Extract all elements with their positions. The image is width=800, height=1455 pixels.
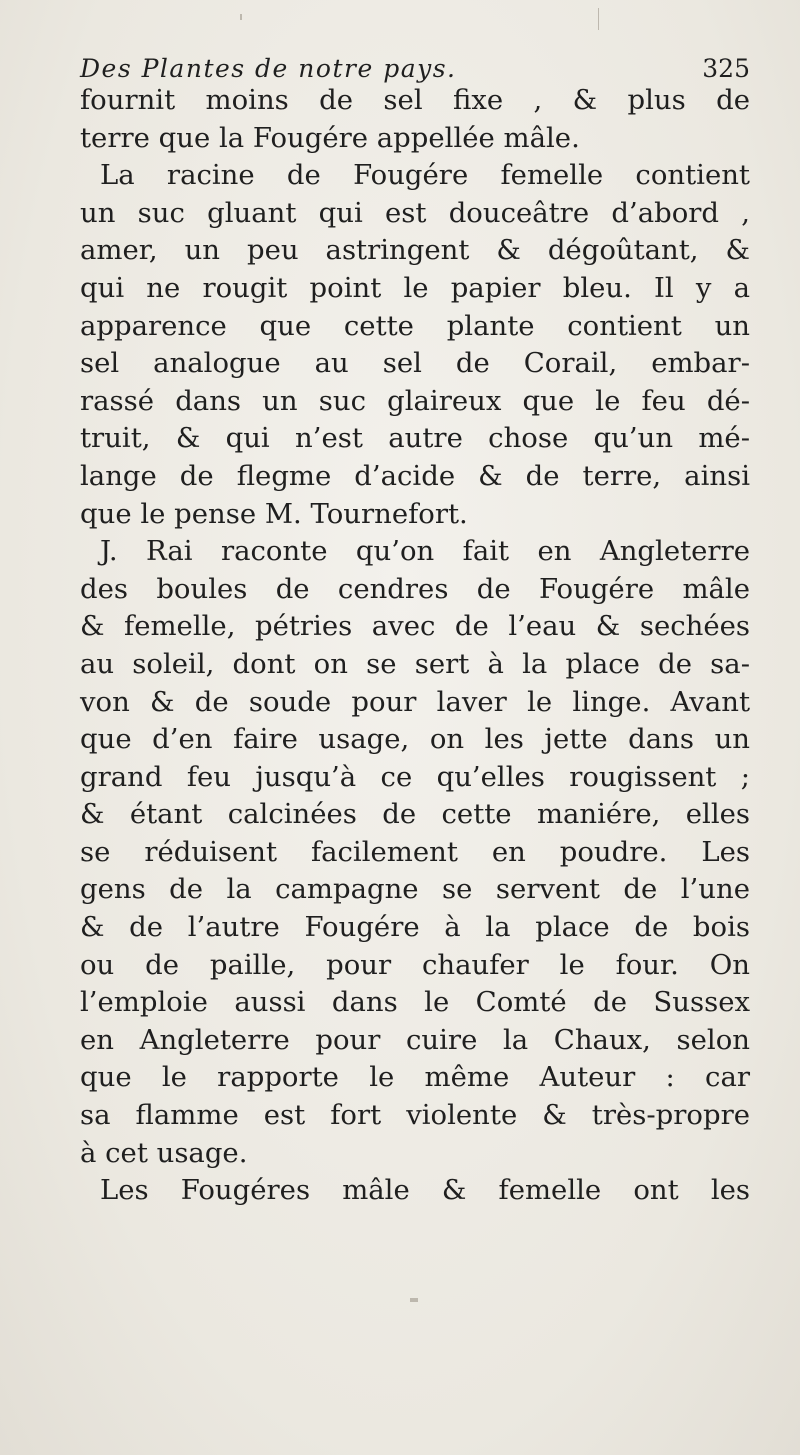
text-line: rassé dans un suc glaireux que le feu dé- <box>80 384 750 417</box>
text-line: truit, & qui n’est autre chose qu’un mé- <box>80 422 750 455</box>
text-line: & de l’autre Fougére à la place de bois <box>80 911 750 944</box>
text-line: apparence que cette plante contient un <box>80 309 750 342</box>
text-line: se réduisent facilement en poudre. Les <box>80 835 750 868</box>
running-title: Des Plantes de notre pays. <box>80 54 457 83</box>
text-line: l’emploie aussi dans le Comté de Sussex <box>80 986 750 1019</box>
text-line: en Angleterre pour cuire la Chaux, selon <box>80 1023 750 1056</box>
text-line: La racine de Fougére femelle contient <box>100 159 750 192</box>
text-line: sa flamme est fort violente & très-propre <box>80 1099 750 1132</box>
text-line: J. Rai raconte qu’on fait en Angleterre <box>100 535 750 568</box>
text-line: gens de la campagne se servent de l’une <box>80 873 750 906</box>
text-line: au soleil, dont on se sert à la place de sa- <box>80 647 750 680</box>
text-line: sel analogue au sel de Corail, embar- <box>80 347 750 380</box>
text-line: Les Fougéres mâle & femelle ont les <box>100 1174 750 1207</box>
text-line: fournit moins de sel fixe , & plus de <box>80 84 750 116</box>
paper-mark <box>410 1298 418 1302</box>
text-line: un suc gluant qui est douceâtre d’abord , <box>80 196 750 229</box>
text-line: & femelle, pétries avec de l’eau & sechées <box>80 610 750 643</box>
text-line: que d’en faire usage, on les jette dans un <box>80 723 750 756</box>
text-line: des boules de cendres de Fougére mâle <box>80 572 750 605</box>
body-text <box>80 82 750 1210</box>
text-line: amer, un peu astringent & dégoûtant, & <box>80 234 750 267</box>
text-line: von & de soude pour laver le linge. Avant <box>80 685 750 718</box>
paper-mark <box>240 14 242 20</box>
text-line: ou de paille, pour chaufer le four. On <box>80 948 750 981</box>
page-number: 325 <box>702 54 750 83</box>
text-line: que le rapporte le même Auteur : car <box>80 1061 750 1094</box>
paper-mark <box>598 8 599 30</box>
text-line: lange de flegme d’acide & de terre, ainsi <box>80 459 750 492</box>
text-line: & étant calcinées de cette maniére, elles <box>80 798 750 831</box>
text-line: que le pense M. Tournefort. <box>80 497 468 530</box>
text-line: terre que la Fougére appellée mâle. <box>80 121 580 154</box>
text-line: qui ne rougit point le papier bleu. Il y a <box>80 271 750 304</box>
text-line: grand feu jusqu’à ce qu’elles rougissent ; <box>80 760 750 793</box>
text-line: à cet usage. <box>80 1136 248 1169</box>
